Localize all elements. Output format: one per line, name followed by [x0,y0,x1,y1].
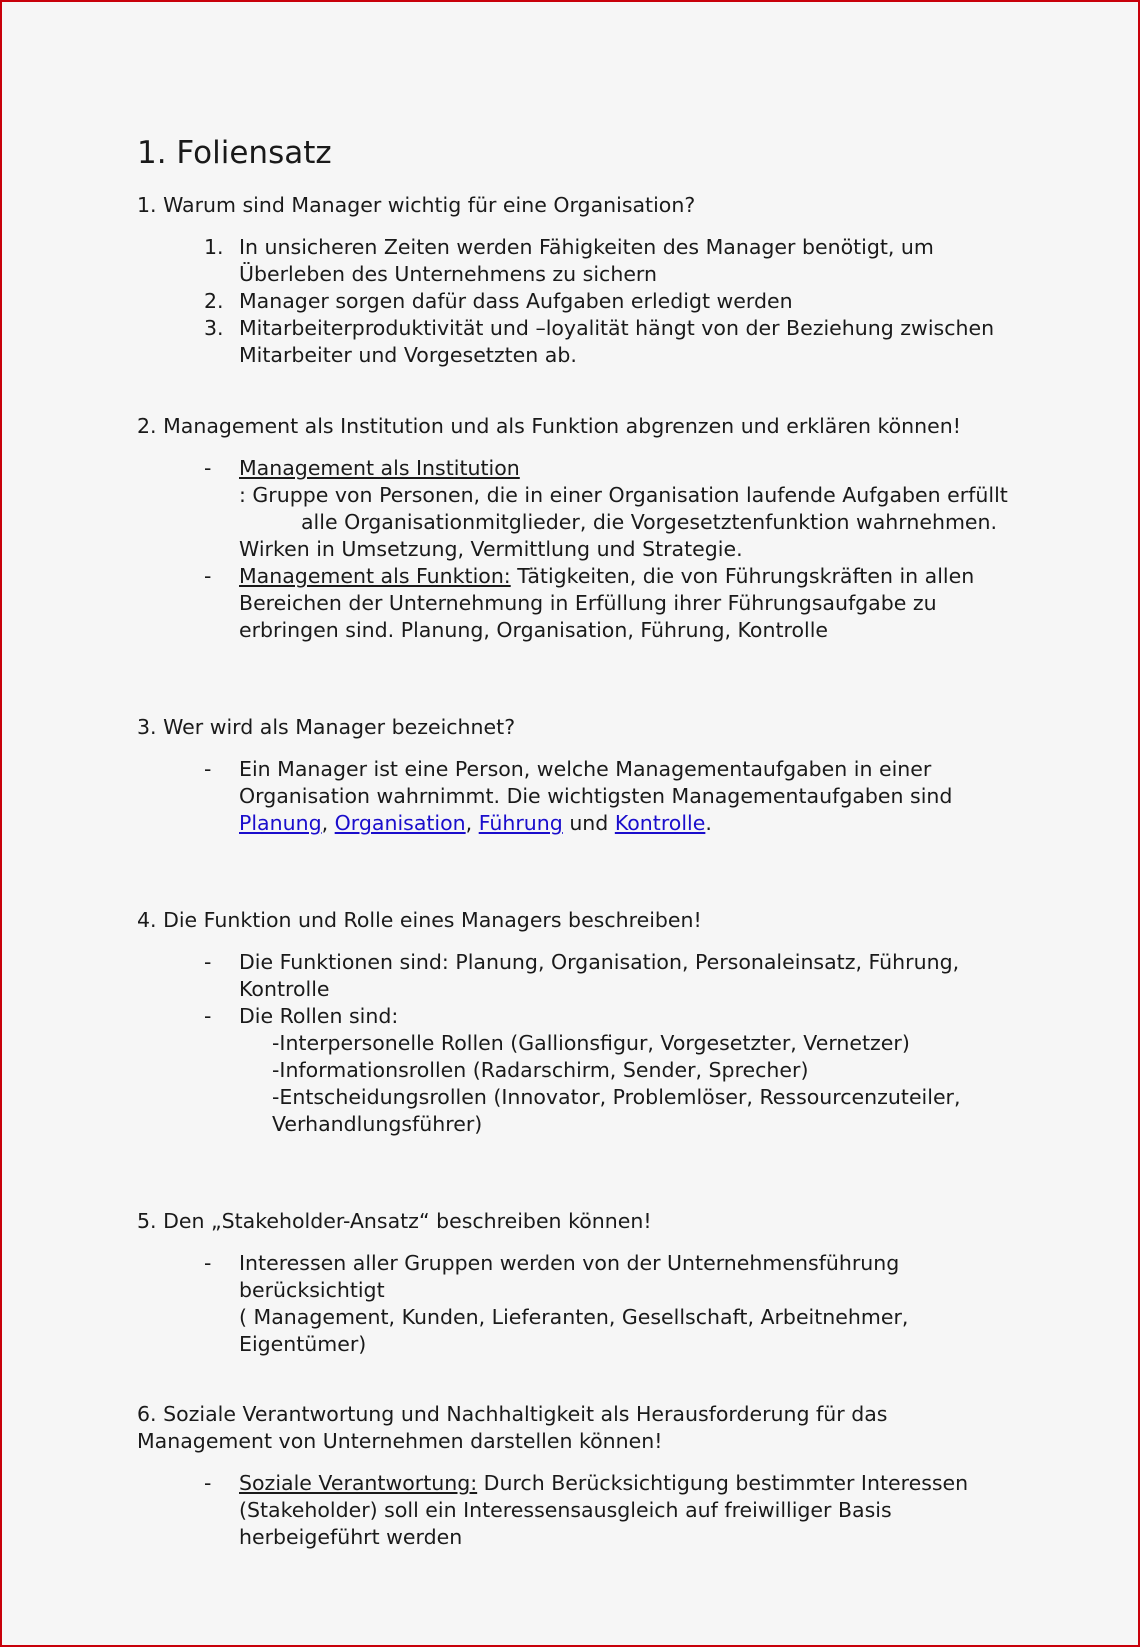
soziale-verantwortung-text: Durch Berücksichtigung bestimmter Interessen (Stakeholder) soll ein Interessensausgleich auf freiwilliger Basis herbeigeführt werden [239,1471,969,1549]
stakeholder-line-1: Interessen aller Gruppen werden von der Unternehmensführung berücksichtigt [239,1251,900,1302]
term-funktion: Management als Funktion: [239,564,511,588]
term-institution: Management als Institution [239,456,520,480]
answer-list-3 [137,756,1017,837]
answer-list-2 [137,455,1017,644]
roles-text: Die Rollen sind: [239,1004,399,1028]
answer-list-4 [137,949,1017,1138]
list-item: - Ein Manager ist eine Person, welche Managementaufgaben in einer Organisation wahrnimmt. Die wichtigsten Managementaufgaben sind Planung, Organisation, Führung und Kontrolle. [204,757,953,835]
list-dash: - [204,1251,212,1275]
list-dash: - [204,950,212,974]
answer-list-6 [137,1470,1017,1551]
role-item: -Interpersonelle Rollen (Gallionsfigur, Vorgesetzter, Vernetzer) [272,1031,910,1055]
list-dash: - [204,456,212,480]
list-item [137,563,1017,644]
list-dash: - [204,564,212,588]
answer-list-5 [137,1250,1017,1358]
link-planung[interactable]: Planung [239,811,322,835]
list-number: 3. [204,316,224,340]
list-dash: - [204,1471,212,1495]
list-item [137,288,1017,315]
text-with-arrow: : Gruppe von Personen, die in einer Organisation laufende Aufgaben erfüllt [239,483,1008,507]
list-dash: - [204,1004,212,1028]
role-item: -Entscheidungsrollen (Innovator, Problemlöser, Ressourcenzuteiler, Verhandlungsführer) [272,1085,961,1136]
term-funktion-text: Tätigkeiten, die von Führungskräften in allen Bereichen der Unternehmung in Erfüllung ihrer Führungsaufgabe zu erbringen sind. Planung, Organisation, Führung, Kontrolle [239,564,975,642]
list-item-text: Manager sorgen dafür dass Aufgaben erledigt werden [239,289,793,313]
term-soziale-verantwortung: Soziale Verantwortung: [239,1471,478,1495]
question-6: 6. Soziale Verantwortung und Nachhaltigkeit als Herausforderung für das Management von Unternehmen darstellen können! [137,1402,888,1453]
question-4: 4. Die Funktion und Rolle eines Managers beschreiben! [137,908,702,932]
functions-text: Die Funktionen sind: Planung, Organisation, Personaleinsatz, Führung, Kontrolle [239,950,960,1001]
list-dash: - [204,757,212,781]
question-3: 3. Wer wird als Manager bezeichnet? [137,715,516,739]
list-item [137,1470,1017,1551]
list-item [137,234,1017,288]
list-item [137,1250,1017,1358]
arrow-gap [239,509,301,536]
list-number: 1. [204,235,224,259]
list-item [137,949,1017,1003]
list-number: 2. [204,289,224,313]
link-fuehrung[interactable]: Führung [478,811,563,835]
question-5: 5. Den „Stakeholder-Ansatz“ beschreiben können! [137,1209,652,1233]
link-kontrolle[interactable]: Kontrolle [614,811,706,835]
list-item [137,455,1017,563]
question-1: 1. Warum sind Manager wichtig für eine Organisation? [137,193,696,217]
list-item [137,315,1017,369]
answer-list-1 [137,234,1017,369]
stakeholder-line-2: ( Management, Kunden, Lieferanten, Gesellschaft, Arbeitnehmer, Eigentümer) [239,1305,909,1356]
list-item-text: In unsicheren Zeiten werden Fähigkeiten des Manager benötigt, um Überleben des Unternehmens zu sichern [239,235,934,286]
term-institution-text-b: alle Organisationmitglieder, die Vorgesetztenfunktion wahrnehmen. Wirken in Umsetzung, Vermittlung und Strategie. [239,510,998,561]
role-item: -Informationsrollen (Radarschirm, Sender, Sprecher) [272,1058,809,1082]
link-organisation[interactable]: Organisation [334,811,466,835]
list-item-text: Mitarbeiterproduktivität und –loyalität hängt von der Beziehung zwischen Mitarbeiter und Vorgesetzten ab. [239,316,995,367]
question-2: 2. Management als Institution und als Funktion abgrenzen und erklären können! [137,414,961,438]
manager-definition: Ein Manager ist eine Person, welche Managementaufgaben in einer Organisation wahrnimmt. Die wichtigsten Managementaufgaben sind [239,757,953,808]
document-content [137,134,1017,1551]
list-item [137,1003,1017,1138]
page-title: 1. Foliensatz [137,135,332,171]
